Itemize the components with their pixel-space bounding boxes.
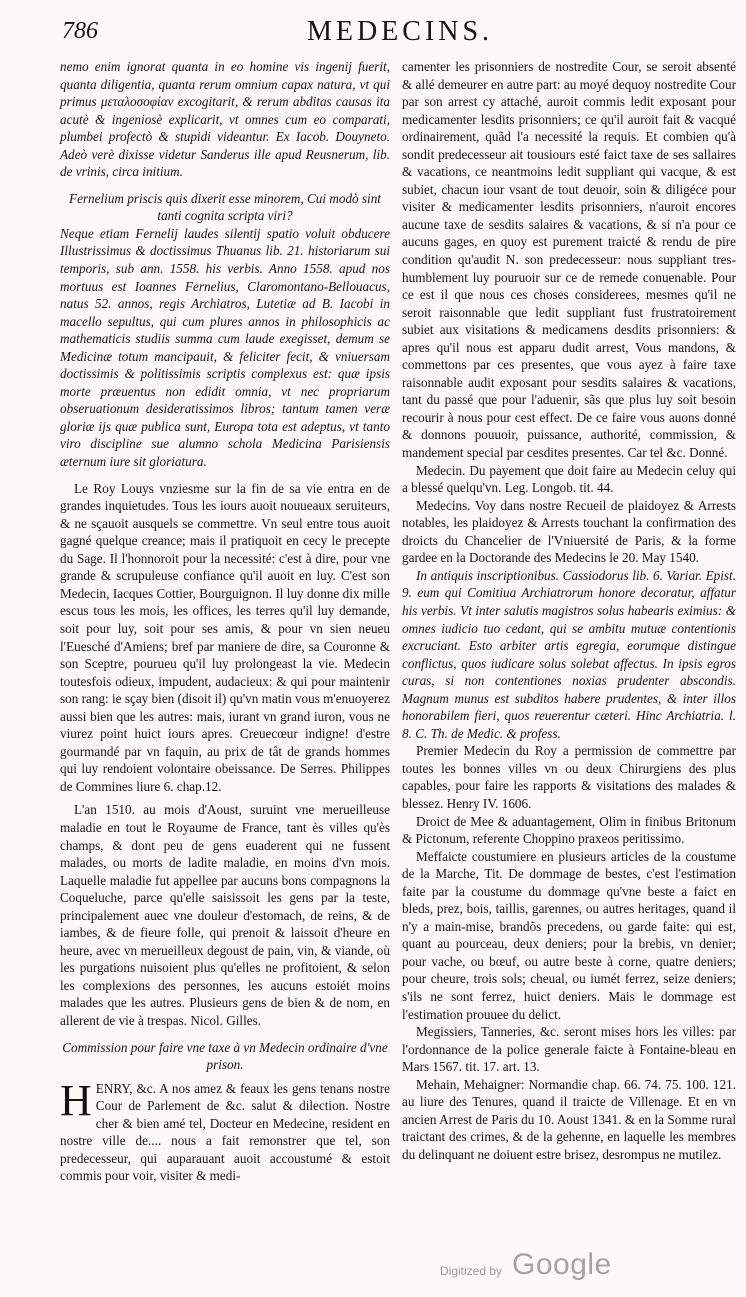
paragraph-spacer bbox=[60, 1030, 390, 1039]
drop-cap-letter: H bbox=[60, 1075, 92, 1125]
digitized-by-text: Digitized by bbox=[440, 1264, 503, 1278]
right-column-paragraph: Megissiers, Tanneries, &c. seront mises hors les villes: par l'ordonnance de la police generale faicte à Fontaine-bleau en Mars 1567. tit. 17. art. 13. bbox=[402, 1024, 736, 1075]
left-column-paragraph: Commission pour faire vne taxe à vn Medecin ordinaire d'vne prison. bbox=[62, 1039, 388, 1073]
right-column bbox=[402, 58, 736, 1163]
right-column-paragraph: Premier Medecin du Roy a permission de commettre par toutes les bonnes villes vn ou deux Chirurgiens des plus capables, pour faire les rapports & visitations des malades & blessez. Henry IV. 1606. bbox=[402, 743, 736, 811]
right-column-paragraph: Droict de Mee & aduantagement, Olim in finibus Britonum & Pictonum, referente Choppino praxeos peritissimo. bbox=[402, 813, 736, 847]
paragraph-spacer bbox=[60, 181, 390, 190]
page-number: 786 bbox=[62, 18, 98, 44]
left-column-paragraph: nemo enim ignorat quanta in eo homine vis ingenij fuerit, quanta diligentia, quanta rerum omnium capax natura, vt qui primus μεταλοσοφίαν excogitarit, & rerum abditas causas ita acutè & ingeniosè explicarit, vt omnes cum eo comparati, plumbei profectò & stupidi videantur. Ex Iacob. Douyneto. Adeò verè dixisse videtur Sanderus ille apud Reusnerum, lib. de vrinis, circa initium. bbox=[60, 59, 390, 180]
paragraph-spacer bbox=[60, 471, 390, 480]
left-column-paragraph: Le Roy Louys vnziesme sur la fin de sa vie entra en de grandes inquietudes. Tous les iours auoit nouueaux seruiteurs, & ne sçauoit ausquels se commettre. Vn seul entre tous auoit gagné quelque creance; mais il pratiquoit en cecy le precepte du Sage. Il l'honnoroit pour la necessité: c'est à dire, pour vne grande & scrupuleuse confiance qu'il auoit en luy. C'est son Medecin, Iacques Cottier, Bourguignon. Il luy donne dix mille escus tous les mois, les offices, les terres qu'il luy demande, soit pour luy, soit pour ses amis, & pour vn sien neueu l'Euesché d'Amiens; bref par maniere de dire, sa Couronne & son Sceptre, pourueu qu'il luy prolongeast la vie. Medecin toutesfois odieux, impudent, audacieux: & qui pour maintenir son rang: ie sçay bien (disoit il) qu'vn matin vous m'enuoyerez aussi bien que les autres: mais, iurant vn grand iuron, vous ne viurez point huict iours apres. Creuecœur indigne! d'estre gourmandé par vn faquin, au prix de tât de grands hommes qui luy rendoient volontaire obeissance. De Serres. Philippes de Commines liure 6. chap.12. bbox=[60, 480, 390, 794]
left-column-paragraph: L'an 1510. au mois d'Aoust, suruint vne merueilleuse maladie en tout le Royaume de France, tant ès villes qu'ès champs, & dont peu de gens euaderent qui ne fussent malades, ou morts de ladite maladie, en moins d'vn mois. Laquelle maladie fut appellee par aucuns bons compagnons la Coqueluche, parce qu'elle saisissoit les gens par la teste, principalement auec vne douleur d'estomach, de reins, & de iambes, & de fieure folle, qui prenoit & laissoit d'heure en heure, avec vn merueilleux degoust de pain, vin, & viande, où les purgations nuisoient plus qu'elles ne profitoient, & selon les complexions des personnes, les aucuns estoiét moins malades que les autres. Plusieurs gens de bien & de nom, en allerent de vie à trespas. Nicol. Gilles. bbox=[60, 802, 390, 1028]
paragraph-text: ENRY, &c. A nos amez & feaux les gens tenans nostre Cour de Parlement de &c. salut & dilection. Nostre cher & bien amé tel, Docteur en Medecine, resident en nostre ville de.... nous a fait remonstrer que tel, son predecesseur, qui auparauant auoit accoustumé & estoit commis pour voir, visiter & medi- bbox=[60, 1080, 390, 1184]
left-column-paragraph: Neque etiam Fernelij laudes silentij spatio voluit obducere Illustrissimus & doctissimus Thuanus lib. 21. historiarum sui temporis, sub ann. 1558. his verbis. Anno 1558. apud nos mortuus est Ioannes Fernelius, Claromontano-Bellouacus, natus 52. annos, regis Archiatros, Lutetiæ ad B. Iacobi in macello sepultus, qui cum plures annos in philosophicis ac mathematicis studiis summa cum laude exegisset, demum se Medicinæ totum mancipauit, & feliciter fecit, & vniuersam doctissimis & politissimis scriptis complexus est: quæ ipsis morte præuentus non edidit omnia, vt nec propriarum obseruationum desideratissimos libros; tantum tamen veræ gloriæ ijs quæ publica sunt, Europa tota est adeptus, vt tanto viro discipline sue alumno schola Medicina Parisiensis æternum iure sit gloriatura. bbox=[60, 225, 390, 470]
left-column-paragraph bbox=[60, 1075, 390, 1185]
left-column-paragraph: Fernelium priscis quis dixerit esse minorem, Cui modò sint tanti cognita scripta viri? bbox=[69, 190, 381, 224]
page-header bbox=[62, 16, 738, 52]
right-column-paragraph: Medecins. Voy dans nostre Recueil de plaidoyez & Arrests notables, les plaidoyez & Arrests touchant la confirmation des droicts du Chancelier de l'Vniuersité de Paris, & la forme gardee en la Doctorande des Medecins le 20. May 1540. bbox=[402, 497, 736, 566]
right-column-paragraph: Medecin. Du payement que doit faire au Medecin celuy qui a blessé quelqu'vn. Leg. Longob. tit. 44. bbox=[402, 462, 736, 496]
running-title: MEDECINS. bbox=[306, 16, 494, 47]
right-column-paragraph: In antiquis inscriptionibus. Cassiodorus lib. 6. Variar. Epist. 9. eum qui Comitiua Archiatrorum honore decoratur, affatur his verbis. Vt inter salutis magistros solus habearis eximius: & omnes iudicio tuo cedant, qui se ambitu mutuæ contentionis excruciant. Esto arbiter artis egregia, eorumque distingue conflictus, quos iudicare solus solebat affectus. In ipsis egros curas, si non contentiones noxias prudenter abscondis. Magnum munus est subditos habere prudentes, & inter illos honorabilem fieri, quos reuerentur cæteri. Hinc Archiatria. l. 8. C. Th. de Medic. & profess. bbox=[402, 567, 736, 741]
google-logo: Google bbox=[512, 1248, 612, 1281]
right-column-paragraph: Mehain, Mehaigner: Normandie chap. 66. 74. 75. 100. 121. au liure des Tenures, quand il traicte de Villenage. Et en vn ancien Arrest de Paris du 10. Aoust 1341. & en la Somme rural traictant des crimes, & de la gehenne, en laquelle les membres du delinquant ne doiuent estre brisez, desrompus ne mutilez. bbox=[402, 1076, 736, 1162]
right-column-paragraph: Meffaicte coustumiere en plusieurs articles de la coustume de la Marche, Tit. De dommage de bestes, c'est l'estimation faite par la coustume du dommage qu'vne beste a faict en bleds, prez, bois, taillis, garennes, ou autres heritages, quand il n'y a main-mise, brandõs precedens, ou garde faite: qui est, quant au pourceau, deux deniers; pour la brebis, vn denier; pour vache, ou bœuf, ou autre beste à corne, quatre deniers; pour cheure, trois sols; cheual, ou iumét ferrez, seize deniers; s'ils ne sont ferrez, huict deniers. Mais le dommage est l'estimation prouuee du delict. bbox=[402, 848, 736, 1022]
left-column bbox=[60, 58, 390, 1185]
right-column-paragraph: camenter les prisonniers de nostredite Cour, se seroit absenté & allé demeurer en autre part: au moyé dequoy nostredite Cour par son arrest cy attaché, auroit commis ledit exposant pour medicamenter lesdits prisonniers; ce qu'il auroit fait & vacqué ordinairement, quãd l'a necessité la requis. Et combien qu'à sondit predecesseur ait tousiours esté faict taxe de ses sallaires & vacations, ce neantmoins ledit suppliant qui vacque, & est subiet, chacun iour vsant de tout deuoir, soin & diligéce pour visiter & medicamenter lesdits prisonniers, n'auroit encores aucune taxe de sesdits salaires & vacations, & si n'a pour ce aucuns gages, en quoy est purement traicté & rendu de pire condition qu'audit N. son predecesseur: nous suppliant tres-humblement luy pouruoir sur ce de remede conuenable. Pour ce est il que nous ces choses considerees, mesmes qu'il ne seroit raisonnable que ledit suppliant fust frustratoirement subiet aux visitations & medicamens desdits prisonniers: & apres qu'il nous est apparu dudit arrest, Vous mandons, & commettons par ces presentes, que vous ayez à faire taxe raisonnable audit exposant pour sesdits salaires & vacations, tant du passé que pour l'aduenir, sãs que plus luy soit besoin recourir à nous pour cest effect. De ce faire vous auons donné & donnons pouuoir, puissance, authorité, commission, & mandement special par cesdites presentes. Car tel &c. Donné. bbox=[402, 59, 736, 461]
digitized-by-google-watermark bbox=[440, 1248, 700, 1288]
